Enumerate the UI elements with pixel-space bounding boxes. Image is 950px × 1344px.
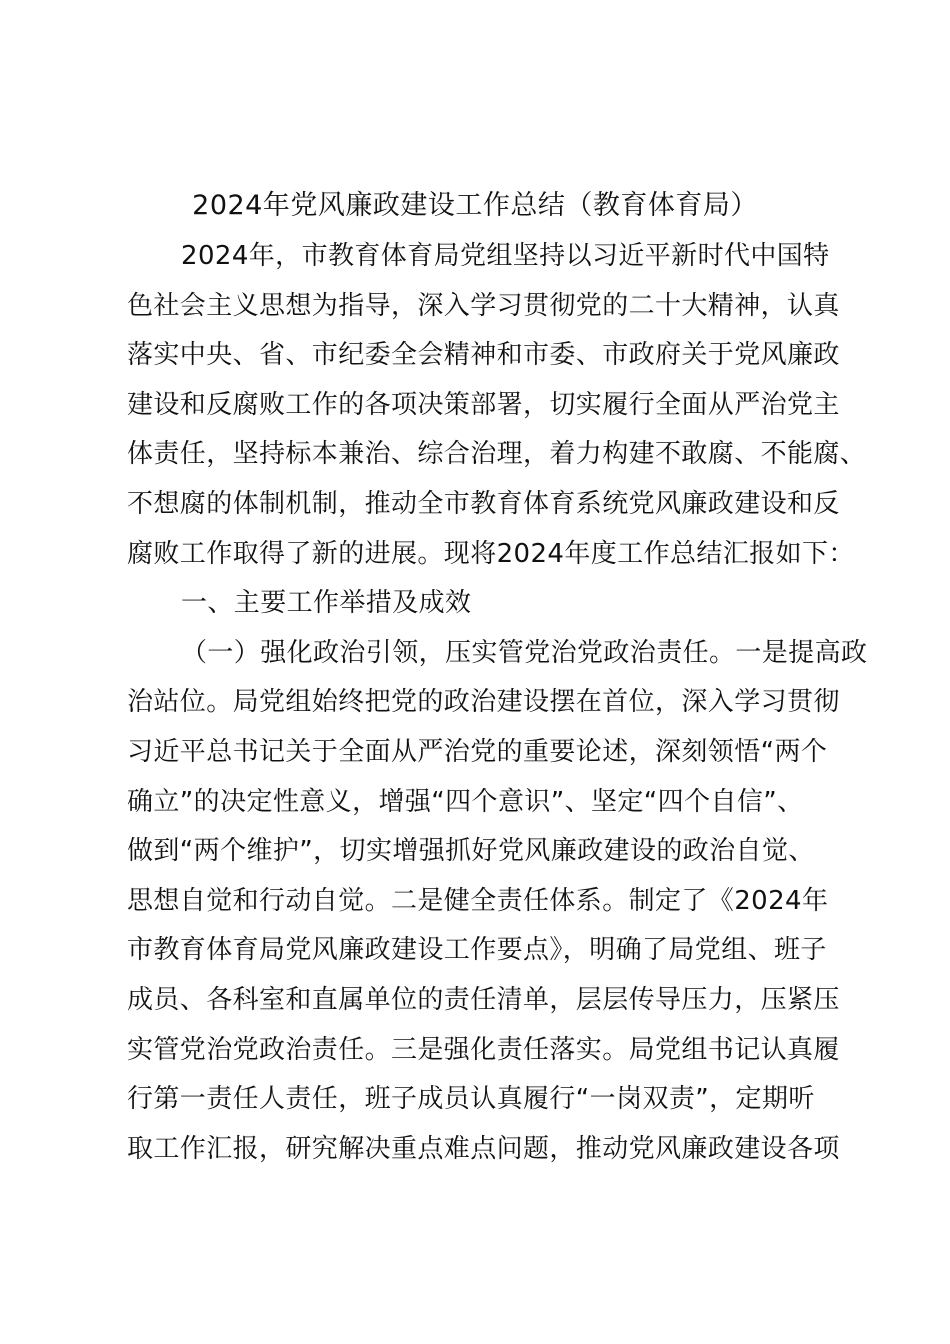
paragraph-line: 落实中央、省、市纪委全会精神和市委、市政府关于党风廉政 (127, 340, 840, 371)
section-heading: 一、主要工作举措及成效 (181, 588, 472, 619)
paragraph-line: 行第一责任人责任，班子成员认真履行“一岗双责”，定期听 (127, 1084, 815, 1115)
paragraph-line: 取工作汇报，研究解决重点难点问题，推动党风廉政建设各项 (127, 1133, 840, 1164)
paragraph-line: 习近平总书记关于全面从严治党的重要论述，深刻领悟“两个 (127, 736, 828, 767)
paragraph-line: 2024年，市教育体育局党组坚持以习近平新时代中国特 (181, 241, 830, 271)
paragraph-line: 治站位。局党组始终把党的政治建设摆在首位，深入学习贯彻 (127, 687, 840, 718)
paragraph-line: 色社会主义思想为指导，深入学习贯彻党的二十大精神，认真 (127, 290, 840, 321)
paragraph-line: 成员、各科室和直属单位的责任清单，层层传导压力，压紧压 (127, 984, 840, 1015)
paragraph-line: 体责任，坚持标本兼治、综合治理，着力构建不敢腐、不能腐、 (127, 439, 867, 470)
paragraph-line: 实管党治党政治责任。三是强化责任落实。局党组书记认真履 (127, 1034, 840, 1065)
document-title: 2024年党风廉政建设工作总结（教育体育局） (192, 190, 758, 221)
paragraph-line: 建设和反腐败工作的各项决策部署，切实履行全面从严治党主 (127, 389, 840, 420)
paragraph-line: 不想腐的体制机制，推动全市教育体育系统党风廉政建设和反 (127, 488, 840, 519)
paragraph-line: 市教育体育局党风廉政建设工作要点》，明确了局党组、班子 (127, 935, 827, 966)
document-body (127, 232, 868, 1174)
paragraph-line: 确立”的决定性意义，增强“四个意识”、坚定“四个自信”、 (127, 786, 804, 817)
paragraph-line: 做到“两个维护”，切实增强抓好党风廉政建设的政治自觉、 (127, 836, 815, 867)
paragraph-line: （一）强化政治引领，压实管党治党政治责任。一是提高政 (181, 637, 868, 668)
paragraph-line: 腐败工作取得了新的进展。现将2024年度工作总结汇报如下： (127, 538, 855, 569)
paragraph-line: 思想自觉和行动自觉。二是健全责任体系。制定了《2024年 (127, 885, 829, 916)
